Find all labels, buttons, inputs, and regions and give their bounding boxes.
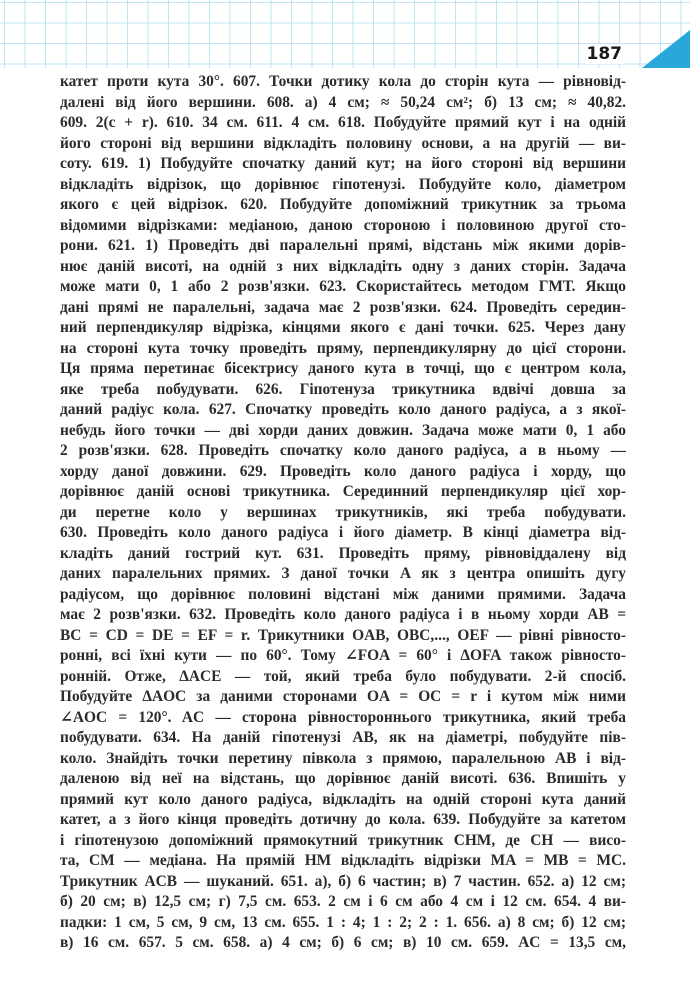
corner-triangle-decoration (642, 30, 690, 68)
text-line: даних паралельних прямих. З даної точки A як з центра опишіть дугу (60, 565, 626, 582)
text-line: дані прямі не паралельні, задача має 2 розв'язки. 624. Проведіть середин- (60, 298, 626, 316)
page-number: 187 (586, 44, 622, 64)
text-line: соту. 619. 1) Побудуйте спочатку даний кут; на його стороні від вершини (60, 155, 626, 172)
text-line: Побудуйте ΔAOC за даними сторонами OA = OC = r і кутом між ними (60, 688, 626, 705)
text-line: небудь його точки — дві хорди даних довжин. Задача може мати 0, 1 або (60, 421, 626, 439)
text-line: 2 розв'язки. 628. Проведіть спочатку коло даного радіуса, а в ньому — (60, 442, 626, 459)
text-line: Трикутник ACB — шуканий. 651. а), б) 6 частин; в) 7 частин. 652. а) 12 см; (60, 872, 626, 890)
text-line: 609. 2(c + r). 610. 34 см. 611. 4 см. 618. Побудуйте прямий кут і на одній (60, 114, 626, 131)
text-line: кладіть даний гострий кут. 631. Проведіть пряму, рівновіддалену від (60, 544, 626, 562)
text-line: далені від його вершини. 608. а) 4 см; ≈ 50,24 см²; б) 13 см; ≈ 40,82. (60, 93, 626, 111)
text-line: BC = CD = DE = EF = r. Трикутники OAB, OBC,..., OEF — рівні рівносто- (60, 626, 626, 644)
text-line: хорду даної довжини. 629. Проведіть коло даного радіуса і хорду, що (60, 462, 626, 480)
text-line: ди перетне коло у вершинах трикутників, які треба побудувати. (60, 503, 626, 521)
text-line: 630. Проведіть коло даного радіуса і його діаметр. В кінці діаметра від- (60, 524, 626, 541)
text-line: катет проти кута 30°. 607. Точки дотику кола до сторін кута — рівновід- (60, 73, 626, 90)
text-line: на стороні кута точку проведіть пряму, перпендикулярну до цієї сторони. (60, 339, 626, 357)
text-line: ронній. Отже, ΔACE — той, який треба було побудувати. 2-й спосіб. (60, 667, 626, 685)
text-line: ронні, всі їхні кути — по 60°. Тому ∠FOA = 60° і ΔOFA також рівносто- (60, 647, 626, 664)
text-line: катет, а з його кінця проведіть дотичну до кола. 639. Побудуйте за катетом (60, 811, 626, 828)
text-line: Ця пряма перетинає бісектрису даного кута в точці, що є центром кола, (60, 360, 626, 377)
text-line: прямий кут коло даного радіуса, відкладіть на одній стороні кута даний (60, 790, 626, 808)
text-line: падки: 1 см, 5 см, 9 см, 13 см. 655. 1 : 4; 1 : 2; 2 : 1. 656. а) 8 см; б) 12 см; (60, 913, 626, 931)
text-line: відомими відрізками: медіаною, даною стороною і половиною другої сто- (60, 216, 626, 234)
text-line: радіусом, що дорівнює половині відстані між даними прямими. Задача (60, 585, 626, 603)
text-line: ∠AOC = 120°. AC — сторона рівностороннього трикутника, який треба (60, 708, 626, 726)
text-line: і гіпотенузою допоміжний прямокутний трикутник CHM, де CH — висо- (60, 831, 626, 849)
text-line: коло. Знайдіть точки перетину півкола з прямою, паралельною AB і від- (60, 749, 626, 767)
text-line: ний перпендикуляр відрізка, кінцями якого є дані точки. 625. Через дану (60, 319, 626, 336)
answers-text-block (60, 72, 626, 954)
text-line: даний радіус кола. 627. Спочатку проведіть коло даного радіуса, а з якої- (60, 401, 626, 418)
text-line: б) 20 см; в) 12,5 см; г) 7,5 см. 653. 2 см і 6 см або 4 см і 12 см. 654. 4 ви- (60, 893, 626, 910)
text-line: та, CM — медіана. На прямій HM відкладіть відрізки MA = MB = MC. (60, 852, 626, 869)
text-line: в) 16 см. 657. 5 см. 658. а) 4 см; б) 6 см; в) 10 см. 659. AC = 13,5 см, (60, 934, 626, 951)
text-line: якого є цей відрізок. 620. Побудуйте допоміжний трикутник за трьома (60, 196, 626, 213)
text-line: його стороні від вершини відкладіть половину основи, а на другій — ви- (60, 134, 626, 152)
text-line: даленою від неї на відстань, що дорівнює даній висоті. 636. Впишіть у (60, 770, 626, 787)
text-line: може мати 0, 1 або 2 розв'язки. 623. Скористайтесь методом ГМТ. Якщо (60, 278, 626, 295)
text-line: має 2 розв'язки. 632. Проведіть коло даного радіуса і в ньому хорди AB = (60, 606, 626, 623)
text-line: дорівнює даній основі трикутника. Серединний перпендикуляр цієї хор- (60, 483, 626, 500)
text-line: яке треба побудувати. 626. Гіпотенуза трикутника вдвічі довша за (60, 380, 626, 398)
text-line: нює даній висоті, на одній з них відкладіть одну з даних сторін. Задача (60, 257, 626, 275)
text-line: побудувати. 634. На даній гіпотенузі AB, як на діаметрі, побудуйте пів- (60, 729, 626, 746)
text-line: рони. 621. 1) Проведіть дві паралельні прямі, відстань між якими дорів- (60, 237, 626, 254)
text-line: відкладіть відрізок, що дорівнює гіпотенузі. Побудуйте коло, діаметром (60, 175, 626, 193)
